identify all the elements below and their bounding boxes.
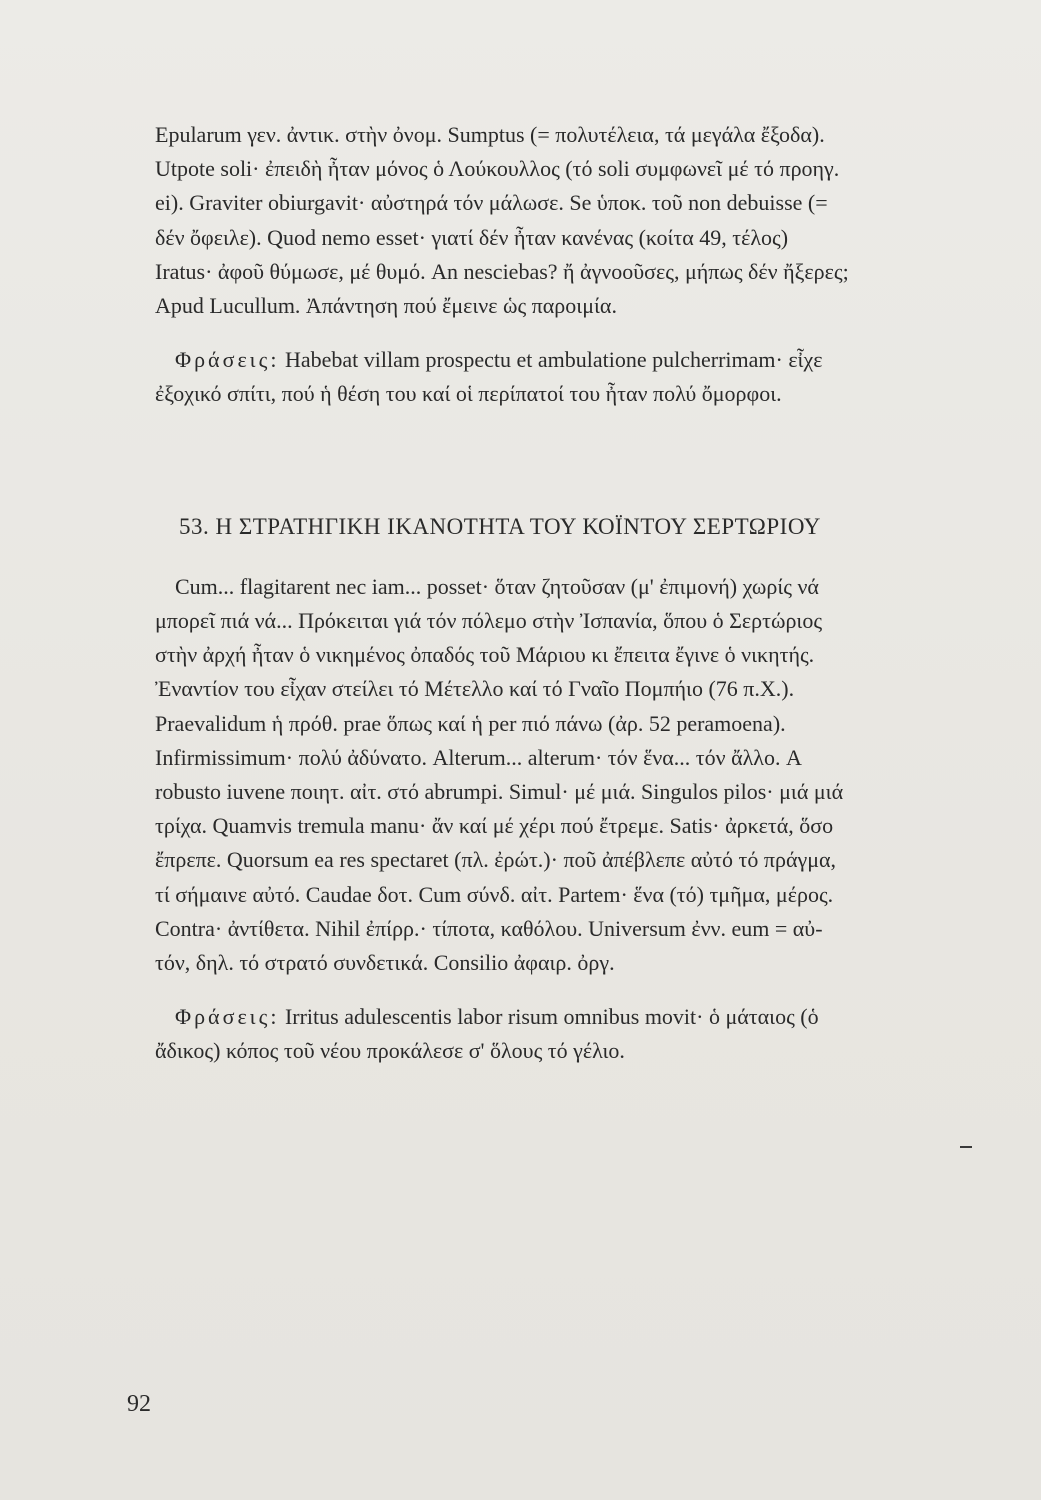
text-line: Ἐναντίον του εἶχαν στείλει τό Μέτελλο καί τό Γναῖο Πομπήιο (76 π.Χ.). <box>155 676 795 702</box>
text-line: τρίχα. Quamvis tremula manu· ἄν καί μέ χέρι πού ἔτρεμε. Satis· ἀρκετά, ὅσο <box>155 813 834 839</box>
phrases-block-1 <box>155 343 993 411</box>
text-line: ἔπρεπε. Quorsum ea res spectaret (πλ. ἐρώτ.)· ποῦ ἀπέβλεπε αὐτό τό πράγμα, <box>155 847 837 873</box>
text-line: δέν ὄφειλε). Quod nemo esset· γιατί δέν ἦταν κανένας (κοίτα 49, τέλος) <box>155 224 789 250</box>
phrases-label: Φράσεις: <box>175 1004 280 1030</box>
text-line: ἄδικος) κόπος τοῦ νέου προκάλεσε σ' ὅλους τό γέλιο. <box>155 1038 625 1064</box>
text-column <box>155 118 993 1069</box>
text-line: Iratus· ἀφοῦ θύμωσε, μέ θυμό. An nesciebas? ἤ ἀγνοοῦσες, μήπως δέν ἤξερες; <box>155 258 849 284</box>
phrases-text: Habebat villam prospectu et ambulatione pulcherrimam· εἶχε <box>279 347 823 373</box>
phrases-label: Φράσεις: <box>175 347 280 373</box>
text-line: τόν, δηλ. τό στρατό συνδετικά. Consilio ἀφαιρ. ὀργ. <box>155 950 615 976</box>
paragraph-notes-52 <box>155 118 993 323</box>
phrases-first-line <box>155 343 993 377</box>
text-line: robusto iuvene ποιητ. αἰτ. στό abrumpi. Simul· μέ μιά. Singulos pilos· μιά μιά <box>155 779 844 805</box>
text-line: Praevalidum ἡ πρόθ. prae ὅπως καί ἡ per πιό πάνω (ἀρ. 52 peramoena). <box>155 710 786 736</box>
phrases-text: Irritus adulescentis labor risum omnibus movit· ὁ μάταιος (ὁ <box>279 1004 819 1030</box>
page-number: 92 <box>127 1391 151 1417</box>
text-line: στὴν ἀρχή ἦταν ὁ νικημένος ὀπαδός τοῦ Μάριου κι ἔπειτα ἔγινε ὁ νικητής. <box>155 642 815 668</box>
text-line: Apud Lucullum. Ἀπάντηση πού ἔμεινε ὡς παροιμία. <box>155 293 617 319</box>
text-line: Contra· ἀντίθετα. Nihil ἐπίρρ.· τίποτα, καθόλου. Universum ἐνν. eum = αὐ- <box>155 915 823 941</box>
text-line: Epularum γεν. ἀντικ. στὴν ὀνομ. Sumptus (= πολυτέλεια, τά μεγάλα ἔξοδα). <box>155 122 825 147</box>
phrases-first-line <box>155 1000 993 1034</box>
text-line: τί σήμαινε αὐτό. Caudae δοτ. Cum σύνδ. αἰτ. Partem· ἕνα (τό) τμῆμα, μέρος. <box>155 881 834 907</box>
paragraph-notes-53 <box>155 570 993 980</box>
stray-mark <box>960 1146 972 1148</box>
section-heading: 53. Η ΣΤΡΑΤΗΓΙΚΗ ΙΚΑΝΟΤΗΤΑ ΤΟΥ ΚΟΪΝΤΟΥ ΣΕΡΤΩΡΙΟΥ <box>179 513 821 539</box>
text-line: Infirmissimum· πολύ ἀδύνατο. Alterum... alterum· τόν ἕνα... τόν ἄλλο. A <box>155 744 802 770</box>
text-line: ἐξοχικό σπίτι, πού ἡ θέση του καί οἱ περίπατοί του ἦταν πολύ ὄμορφοι. <box>155 381 782 407</box>
text-line: μπορεῖ πιά νά... Πρόκειται γιά τόν πόλεμο στὴν Ἰσπανία, ὅπου ὁ Σερτώριος <box>155 608 823 634</box>
phrases-block-2 <box>155 1000 993 1068</box>
text-line: Utpote soli· ἐπειδὴ ἦταν μόνος ὁ Λούκουλλος (τό soli συμφωνεῖ μέ τό προηγ. <box>155 156 840 182</box>
text-line: ei). Graviter obiurgavit· αὐστηρά τόν μάλωσε. Se ὑποκ. τοῦ non debuisse (= <box>155 190 828 216</box>
text-line: Cum... flagitarent nec iam... posset· ὅταν ζητοῦσαν (μ' ἐπιμονή) χωρίς νά <box>175 573 819 599</box>
